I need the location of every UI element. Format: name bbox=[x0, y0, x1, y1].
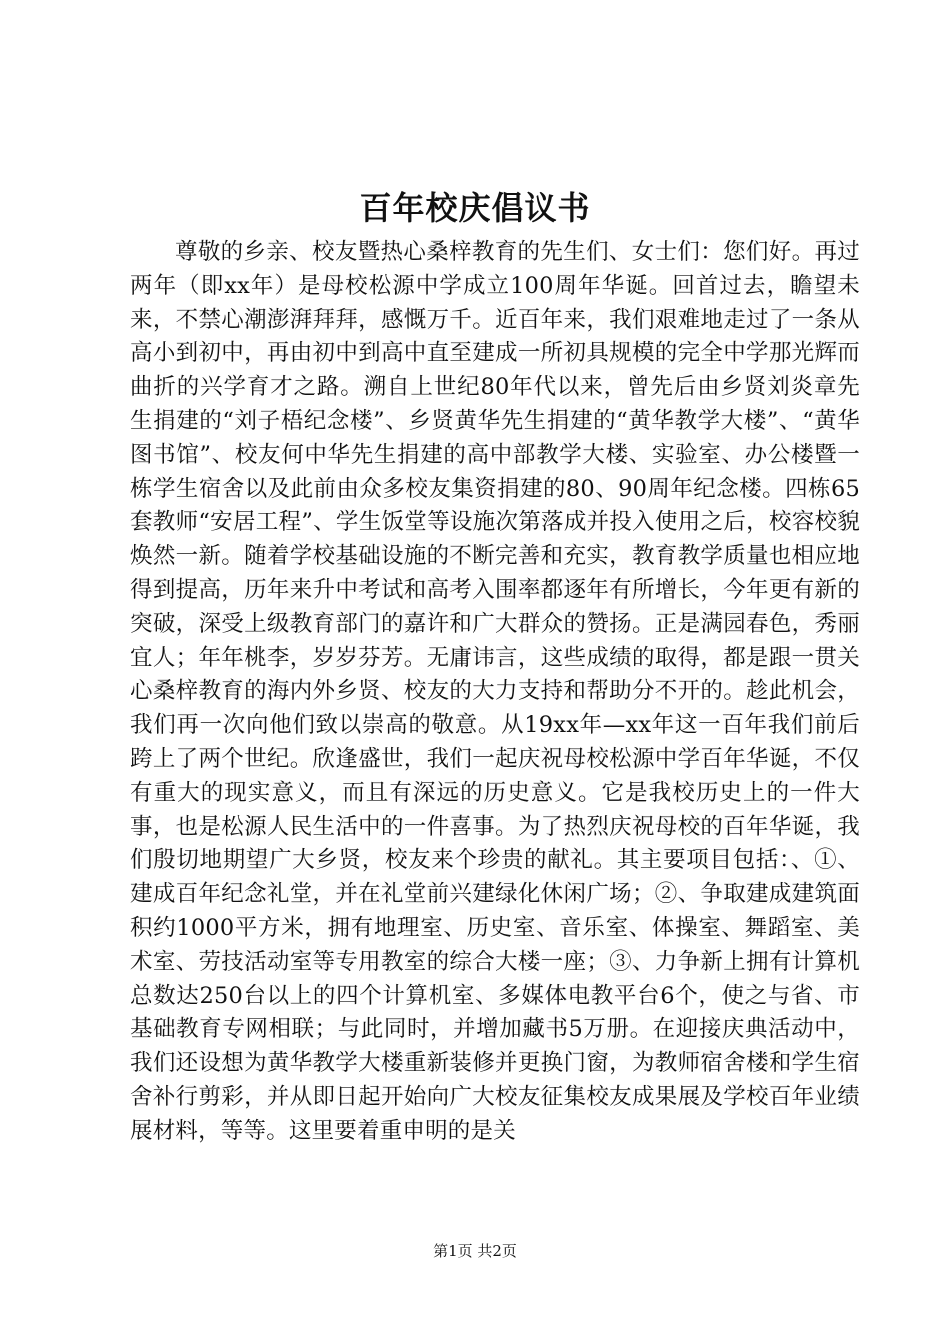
page-number-footer: 第1页 共2页 bbox=[433, 1242, 517, 1260]
document-title: 百年校庆倡议书 bbox=[359, 189, 591, 227]
document-body-paragraph: 尊敬的乡亲、校友暨热心桑梓教育的先生们、女士们：您们好。再过两年（即xx年）是母校松源中学成立100周年华诞。回首过去，瞻望未来，不禁心潮澎湃拜拜，感慨万千。近百年来，我们艰难地走过了一条从高小到初中，再由初中到高中直至建成一所初具规模的完全中学那光辉而曲折的兴学育才之路。溯自上世纪80年代以来，曾先后由乡贤刘炎章先生捐建的“刘子梧纪念楼”、乡贤黄华先生捐建的“黄华教学大楼”、“黄华图书馆”、校友何中华先生捐建的高中部教学大楼、实验室、办公楼暨一栋学生宿舍以及此前由众多校友集资捐建的80、90周年纪念楼。四栋65套教师“安居工程”、学生饭堂等设施次第落成并投入使用之后，校容校貌焕然一新。随着学校基础设施的不断完善和充实，教育教学质量也相应地得到提高，历年来升中考试和高考入围率都逐年有所增长，今年更有新的突破，深受上级教育部门的嘉许和广大群众的赞扬。正是满园春色，秀丽宜人；年年桃李，岁岁芬芳。无庸讳言，这些成绩的取得，都是跟一贯关心桑梓教育的海内外乡贤、校友的大力支持和帮助分不开的。趁此机会，我们再一次向他们致以崇高的敬意。从19xx年—xx年这一百年我们前后跨上了两个世纪。欣逢盛世，我们一起庆祝母校松源中学百年华诞，不仅有重大的现实意义，而且有深远的历史意义。它是我校历史上的一件大事，也是松源人民生活中的一件喜事。为了热烈庆祝母校的百年华诞，我们殷切地期望广大乡贤，校友来个珍贵的献礼。其主要项目包括：、①、建成百年纪念礼堂，并在礼堂前兴建绿化休闲广场；②、争取建成建筑面积约1000平方米，拥有地理室、历史室、音乐室、体操室、舞蹈室、美术室、劳技活动室等专用教室的综合大楼一座；③、力争新上拥有计算机总数达250台以上的四个计算机室、多媒体电教平台6个，使之与省、市基础教育专网相联；与此同时，并增加藏书5万册。在迎接庆典活动中，我们还设想为黄华教学大楼重新装修并更换门窗，为教师宿舍楼和学生宿舍补行剪彩，并从即日起开始向广大校友征集校友成果展及学校百年业绩展材料，等等。这里要着重申明的是关 bbox=[130, 239, 860, 1144]
